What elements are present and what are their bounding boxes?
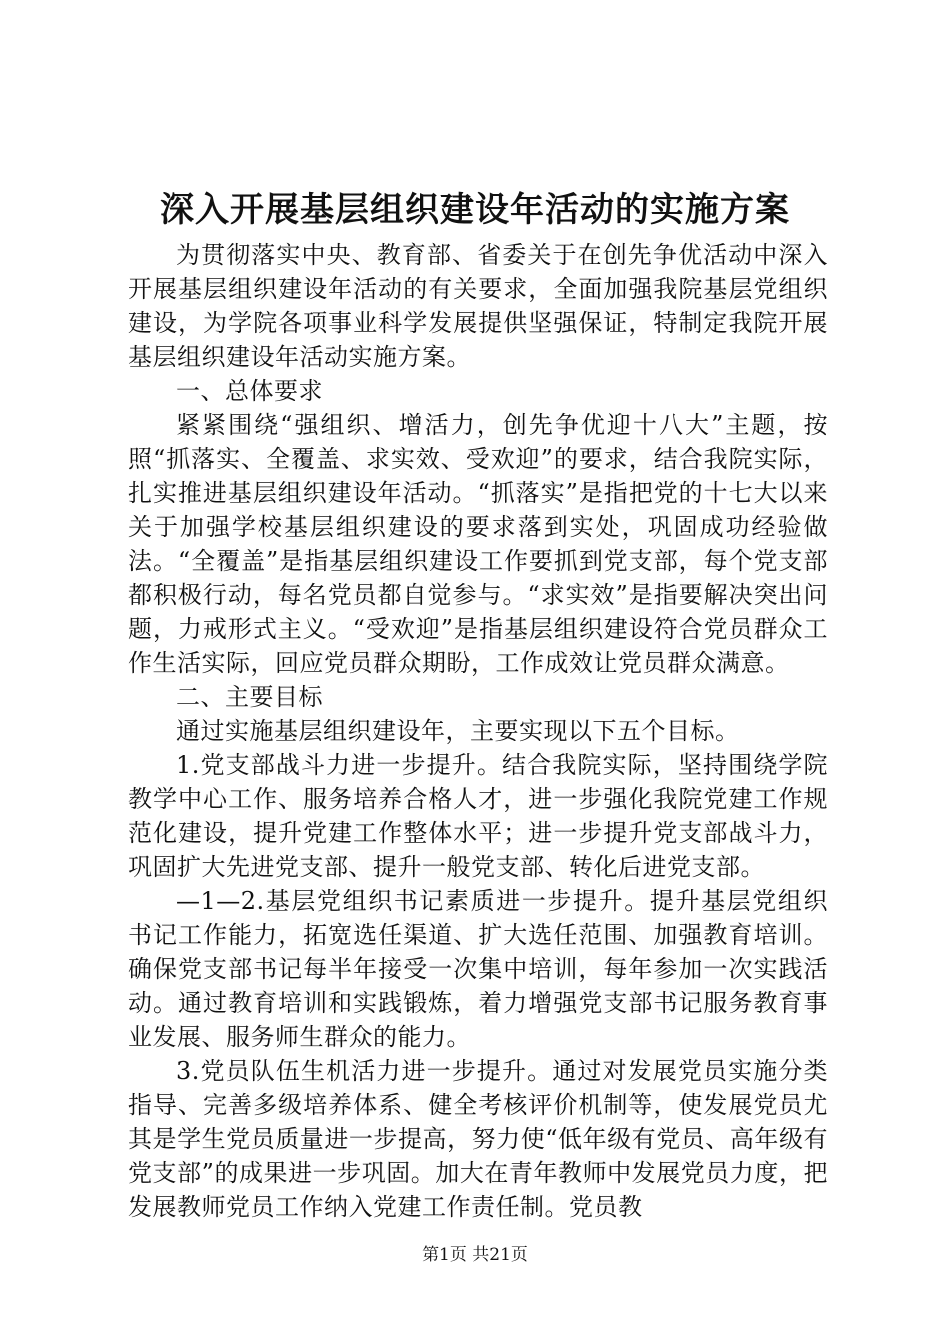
document-body: [128, 238, 828, 1224]
goals-intro-paragraph: 通过实施基层组织建设年，主要实现以下五个目标。: [176, 717, 740, 745]
goal-1-paragraph: 1.党支部战斗力进一步提升。结合我院实际，坚持围绕学院教学中心工作、服务培养合格人才，进一步强化我院党建工作规范化建设，提升党建工作整体水平；进一步提升党支部战斗力，巩固扩大先进党支部、提升一般党支部、转化后进党支部。: [128, 751, 828, 881]
intro-paragraph: 为贯彻落实中央、教育部、省委关于在创先争优活动中深入开展基层组织建设年活动的有关要求，全面加强我院基层党组织建设，为学院各项事业科学发展提供坚强保证，特制定我院开展基层组织建设年活动实施方案。: [128, 241, 828, 371]
section-heading-main-goals: 二、主要目标: [176, 683, 323, 711]
goal-2-paragraph: —1—2.基层党组织书记素质进一步提升。提升基层党组织书记工作能力，拓宽选任渠道、扩大选任范围、加强教育培训。确保党支部书记每半年接受一次集中培训，每年参加一次实践活动。通过教育培训和实践锻炼，着力增强党支部书记服务教育事业发展、服务师生群众的能力。: [128, 887, 828, 1051]
general-requirements-paragraph: 紧紧围绕“强组织、增活力，创先争优迎十八大”主题，按照“抓落实、全覆盖、求实效、受欢迎”的要求，结合我院实际，扎实推进基层组织建设年活动。“抓落实”是指把党的十七大以来关于加强学校基层组织建设的要求落到实处，巩固成功经验做法。“全覆盖”是指基层组织建设工作要抓到党支部，每个党支部都积极行动，每名党员都自觉参与。“求实效”是指要解决突出问题，力戒形式主义。“受欢迎”是指基层组织建设符合党员群众工作生活实际，回应党员群众期盼，工作成效让党员群众满意。: [128, 411, 828, 677]
section-heading-general-requirements: 一、总体要求: [176, 377, 323, 405]
goal-3-paragraph: 3.党员队伍生机活力进一步提升。通过对发展党员实施分类指导、完善多级培养体系、健全考核评价机制等，使发展党员尤其是学生党员质量进一步提高，努力使“低年级有党员、高年级有党支部”的成果进一步巩固。加大在青年教师中发展党员力度，把发展教师党员工作纳入党建工作责任制。党员教: [128, 1057, 828, 1221]
document-title: 深入开展基层组织建设年活动的实施方案: [160, 190, 790, 230]
page-footer: 第1页 共21页: [422, 1245, 528, 1265]
